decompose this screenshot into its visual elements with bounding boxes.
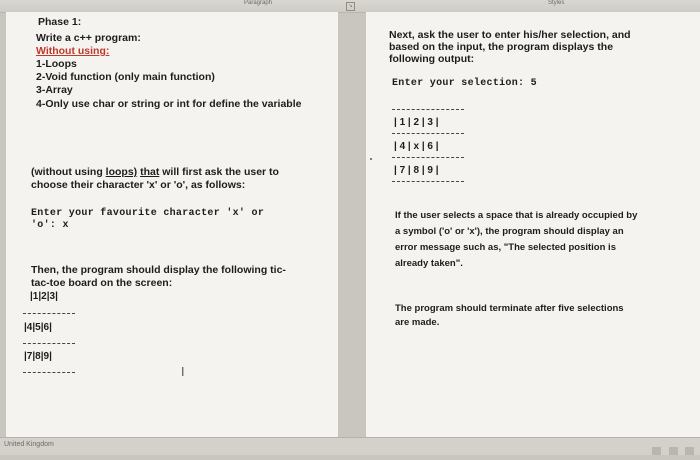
console-prompt: 'o': x bbox=[31, 220, 69, 231]
console-prompt: Enter your selection: 5 bbox=[392, 78, 537, 89]
language-indicator[interactable]: United Kingdom bbox=[4, 441, 54, 448]
view-buttons bbox=[649, 442, 694, 460]
console-prompt: Enter your favourite character 'x' or bbox=[31, 208, 265, 219]
board-divider bbox=[392, 133, 464, 134]
without-using-heading: Without using: bbox=[36, 45, 110, 57]
board-row: |1|2|3| bbox=[30, 291, 58, 302]
paragraph-group-label[interactable]: Paragraph bbox=[244, 0, 273, 6]
board-row: | 1 | 2 | 3 | bbox=[394, 117, 439, 128]
instruction-line: If the user selects a space that is already occupied by bbox=[395, 210, 638, 221]
status-bar bbox=[0, 437, 700, 455]
instruction-line: Then, the program should display the following tic- bbox=[31, 264, 286, 276]
write-line: Write a c++ program: bbox=[36, 32, 141, 44]
board-row: | 4 | x | 6 | bbox=[394, 141, 439, 152]
document-page-right[interactable] bbox=[366, 12, 700, 437]
instruction-line: error message such as, "The selected position is bbox=[395, 242, 616, 253]
restriction-item: 3-Array bbox=[36, 84, 73, 96]
instruction-line: already taken". bbox=[395, 258, 463, 269]
instruction-line: a symbol ('o' or 'x'), the program should display an bbox=[395, 226, 624, 237]
board-row: |7|8|9| bbox=[24, 351, 52, 362]
instruction-line: Next, ask the user to enter his/her selection, and bbox=[389, 29, 631, 41]
board-divider bbox=[392, 181, 464, 182]
board-divider bbox=[392, 109, 464, 110]
board-row: | 7 | 8 | 9 | bbox=[394, 165, 439, 176]
document-page-left[interactable] bbox=[6, 12, 338, 437]
paragraph-launcher-icon[interactable]: ↘ bbox=[346, 2, 355, 11]
instruction-line: following output: bbox=[389, 53, 475, 65]
instruction-line: (without using loops) that will first ask the user to bbox=[31, 166, 279, 178]
board-divider bbox=[23, 372, 75, 373]
board-divider bbox=[392, 157, 464, 158]
board-divider bbox=[23, 313, 75, 314]
phase-heading: Phase 1: bbox=[38, 16, 82, 28]
instruction-line: The program should terminate after five selections bbox=[395, 303, 624, 314]
instruction-line: based on the input, the program displays the bbox=[389, 41, 614, 53]
paragraph-bullet-icon bbox=[370, 158, 372, 160]
instruction-line: tac-toe board on the screen: bbox=[31, 277, 173, 289]
instruction-line: are made. bbox=[395, 317, 440, 328]
text-cursor-icon: I bbox=[181, 365, 185, 379]
board-divider bbox=[23, 343, 75, 344]
restriction-item: 1-Loops bbox=[36, 58, 77, 70]
restriction-item: 2-Void function (only main function) bbox=[36, 71, 215, 83]
board-row: |4|5|6| bbox=[24, 322, 52, 333]
restriction-item: 4-Only use char or string or int for define the variable bbox=[36, 98, 302, 110]
styles-group-label[interactable]: Styles bbox=[548, 0, 565, 6]
instruction-line: choose their character 'x' or 'o', as follows: bbox=[31, 179, 246, 191]
